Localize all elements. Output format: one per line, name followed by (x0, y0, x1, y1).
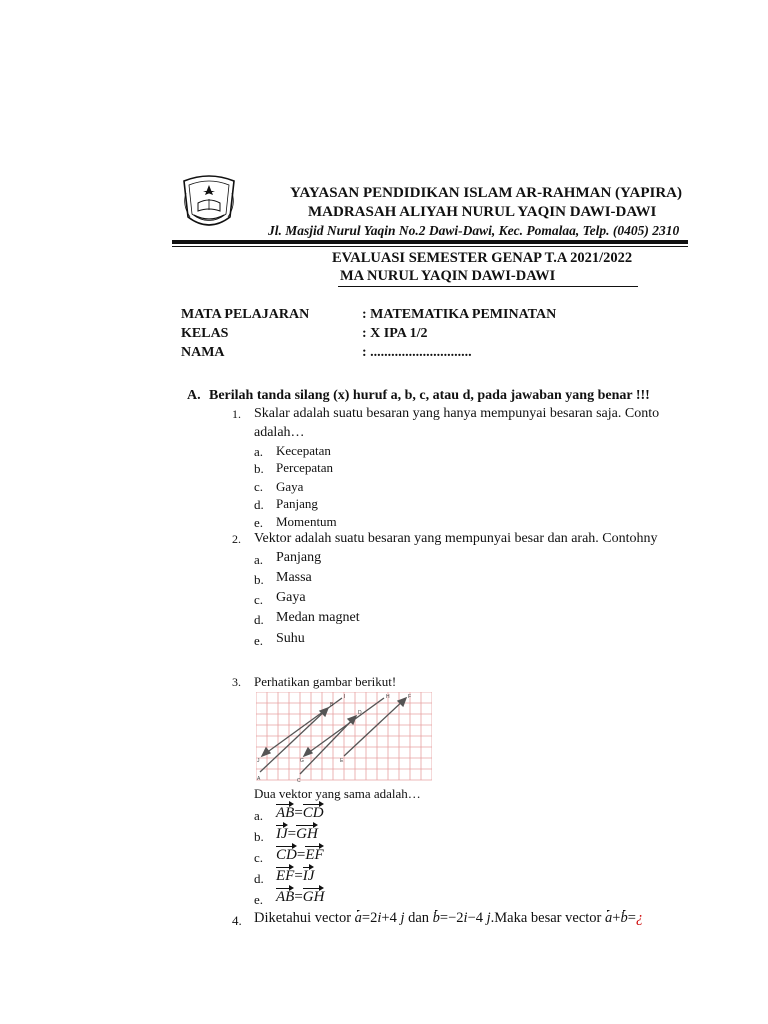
figure-grid (256, 692, 432, 780)
foundation-name: YAYASAN PENDIDIKAN ISLAM AR-RAHMAN (YAPIRA) (290, 185, 682, 201)
option-letter[interactable]: d. (254, 612, 264, 627)
option-letter[interactable]: e. (254, 892, 264, 907)
figure-label: J (257, 758, 260, 764)
vector-right: GH (302, 889, 325, 905)
vector-left: CD (276, 847, 297, 863)
info-label-name: NAMA (181, 345, 225, 360)
option-letter[interactable]: a. (254, 552, 264, 567)
figure-label: H (386, 694, 390, 700)
option-text[interactable]: Medan magnet (276, 610, 360, 625)
unit-i: i (377, 910, 382, 926)
figure-label: D (358, 710, 362, 716)
option-equation[interactable] (276, 868, 314, 885)
equals-sign: = (294, 868, 303, 884)
option-equation[interactable] (276, 826, 318, 843)
option-text[interactable]: Momentum (276, 514, 337, 529)
vector-left: EF (276, 868, 295, 884)
question-number: 3. (232, 675, 241, 689)
school-logo (180, 173, 238, 233)
figure-label: C (297, 778, 301, 784)
section-instruction: Berilah tanda silang (x) huruf a, b, c, atau d, pada jawaban yang benar !!! (209, 388, 650, 403)
vector-right: IJ (302, 868, 315, 884)
vector-left: AB (276, 889, 295, 905)
question-prompt: Dua vektor yang sama adalah… (254, 786, 421, 801)
equals-sign: = (287, 826, 297, 842)
vector-figure (256, 692, 432, 784)
info-label-class: KELAS (181, 326, 229, 341)
vector-left: IJ (276, 826, 288, 842)
vector-right: CD (302, 805, 324, 821)
question-number: 2. (232, 532, 241, 546)
arrowhead (262, 748, 270, 756)
option-text[interactable]: Suhu (276, 631, 305, 646)
option-letter[interactable]: b. (254, 829, 264, 844)
option-letter[interactable]: d. (254, 871, 264, 886)
question-text: Skalar adalah suatu besaran yang hanya mempunyai besaran saja. Conto (254, 406, 660, 421)
option-equation[interactable] (276, 805, 324, 822)
option-letter[interactable]: c. (254, 479, 264, 494)
figure-label: A (257, 776, 261, 782)
question-text: Perhatikan gambar berikut! (254, 674, 397, 689)
vector-b: b (432, 910, 440, 926)
option-text[interactable]: Massa (276, 570, 312, 585)
info-value-class: : X IPA 1/2 (362, 326, 428, 341)
figure-label: B (330, 702, 334, 708)
question-text-cont: adalah… (254, 425, 305, 440)
equals-sign: = (294, 889, 303, 905)
equals-sign: = (296, 847, 306, 863)
vector-ab (260, 708, 328, 772)
school-name: MADRASAH ALIYAH NURUL YAQIN DAWI-DAWI (308, 204, 657, 220)
option-letter[interactable]: c. (254, 592, 264, 607)
figure-label: E (340, 758, 344, 764)
exam-title: EVALUASI SEMESTER GENAP T.A 2021/2022 (332, 250, 633, 266)
title-underline (338, 286, 638, 287)
option-letter[interactable]: a. (254, 808, 264, 823)
option-equation[interactable] (276, 847, 324, 864)
question-number: 4. (232, 913, 242, 928)
vector-left: AB (276, 805, 295, 821)
equals-sign: = (294, 805, 303, 821)
question-number: 1. (232, 407, 241, 421)
option-text[interactable]: Panjang (276, 550, 322, 565)
option-text[interactable]: Gaya (276, 479, 304, 494)
vector-right: GH (296, 826, 318, 842)
info-value-name[interactable]: : ............................. (362, 345, 472, 360)
option-letter[interactable]: c. (254, 850, 264, 865)
header-divider-thin (172, 246, 688, 247)
option-letter[interactable]: a. (254, 444, 264, 459)
question-text: Diketahui vector a=2i+4 j dan b=−2i−4 j.Maka besar vector a+b=¿ (254, 910, 644, 926)
option-text[interactable]: Panjang (276, 496, 318, 511)
figure-label: F (408, 694, 412, 700)
option-letter[interactable]: e. (254, 633, 264, 648)
option-text[interactable]: Percepatan (276, 460, 334, 475)
option-text[interactable]: Kecepatan (276, 443, 331, 458)
figure-label: G (300, 758, 304, 764)
exam-school: MA NURUL YAQIN DAWI-DAWI (340, 268, 556, 284)
vector-a: a (354, 910, 362, 926)
option-letter[interactable]: b. (254, 461, 264, 476)
header-divider (172, 240, 688, 244)
section-letter: A. (187, 388, 201, 403)
option-letter[interactable]: d. (254, 497, 264, 512)
option-letter[interactable]: e. (254, 515, 264, 530)
option-letter[interactable]: b. (254, 572, 264, 587)
text: Diketahui vector (254, 910, 355, 926)
option-equation[interactable] (276, 889, 324, 906)
unit-j: j (400, 910, 405, 926)
info-label-subject: MATA PELAJARAN (181, 307, 310, 322)
figure-label: I (344, 694, 346, 700)
info-value-subject: : MATEMATIKA PEMINATAN (362, 307, 557, 322)
unknown-symbol: ¿ (635, 910, 644, 926)
vector-right: EF (305, 847, 324, 863)
question-text: Vektor adalah suatu besaran yang mempunyai besar dan arah. Contohny (254, 531, 658, 546)
option-text[interactable]: Gaya (276, 590, 306, 605)
school-address: Jl. Masjid Nurul Yaqin No.2 Dawi-Dawi, Kec. Pomalaa, Telp. (0405) 2310 (268, 223, 680, 238)
